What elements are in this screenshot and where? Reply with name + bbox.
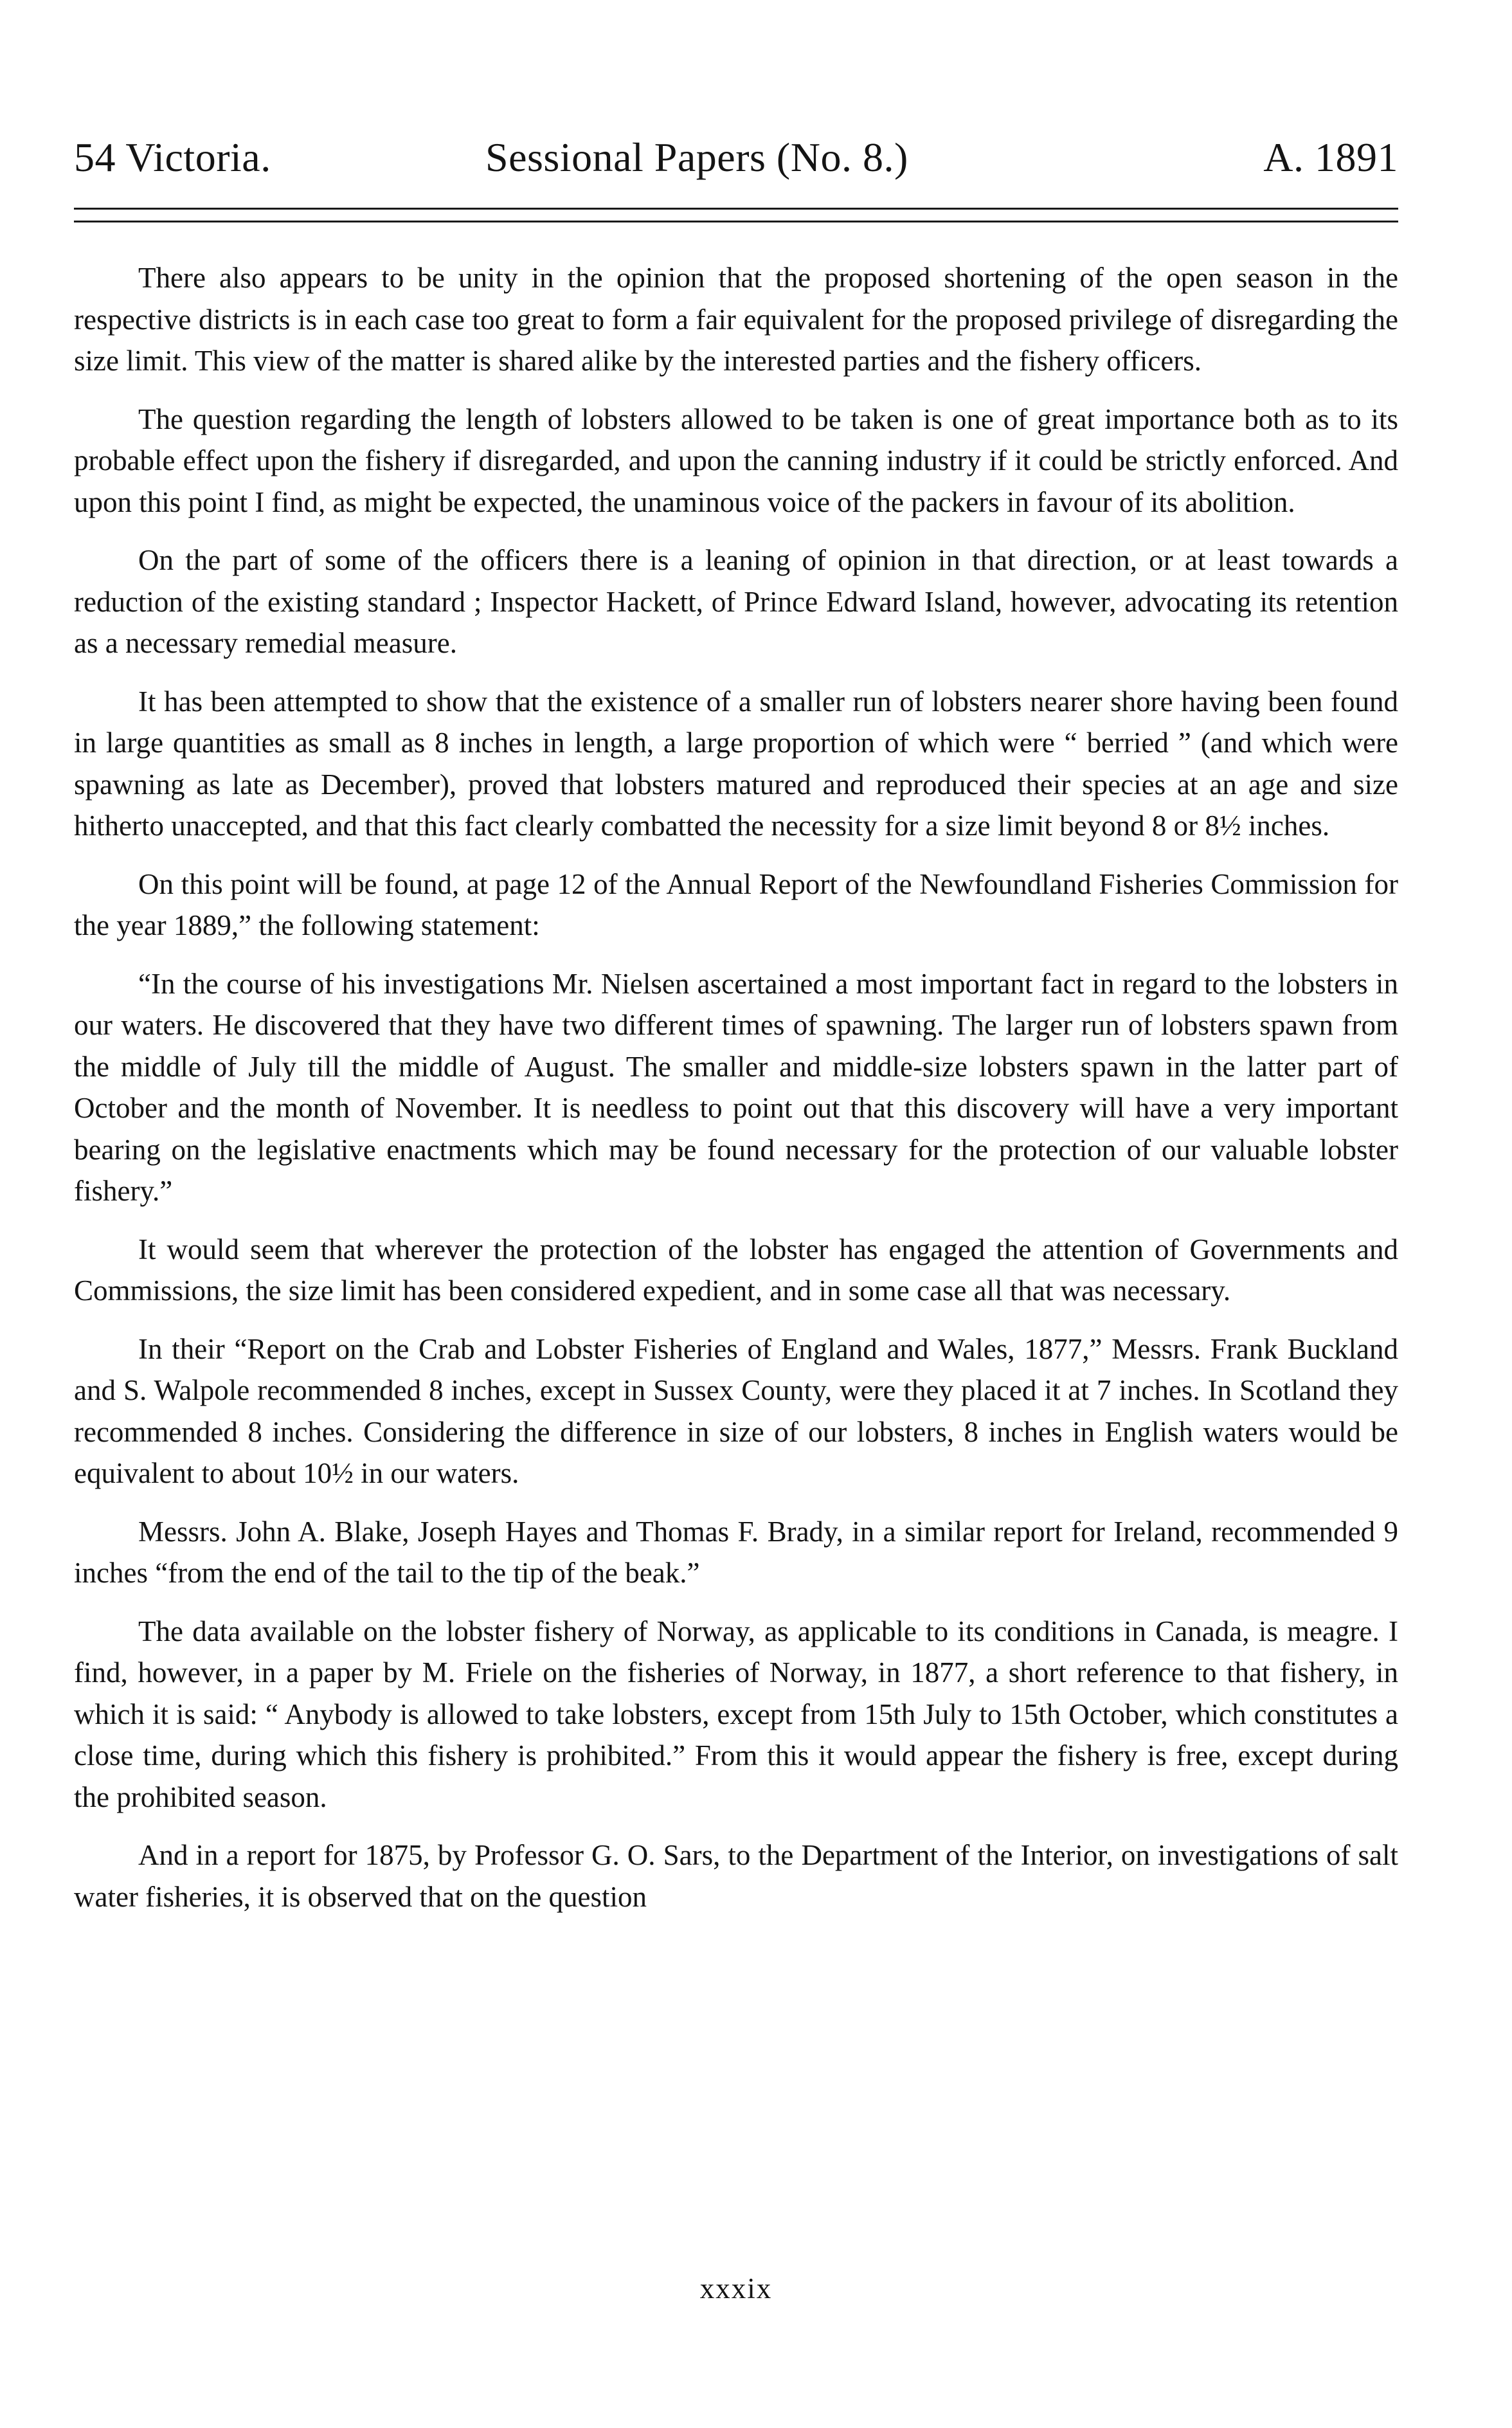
paragraph: There also appears to be unity in the opinion that the proposed shortening of the open season in the respective districts is in each case too great to form a fair equivalent for the proposed privilege of disregarding the size limit. This view of the matter is shared alike by the interested parties and the fishery officers. [74,262,1398,377]
paragraph: In their “Report on the Crab and Lobster Fisheries of England and Wales, 1877,” Messrs. Frank Buckland and S. Walpole recommended 8 inches, except in Sussex County, were they placed it at 7 inches. In Scotland they recommended 8 inches. Considering the difference in size of our lobsters, 8 inches in English waters would be equivalent to about 10½ in our waters. [74,1332,1398,1489]
paragraph: It has been attempted to show that the existence of a smaller run of lobsters nearer shore having been found in large quantities as small as 8 inches in length, a large proportion of which were “ berried ” (and which were spawning as late as December), proved that lobsters matured and reproduced their species at an age and size hitherto unaccepted, and that this fact clearly combatted the necessity for a size limit beyond 8 or 8½ inches. [74,685,1398,842]
page-number: xxxix [699,2272,773,2305]
paragraph: The data available on the lobster fishery of Norway, as applicable to its conditions in Canada, is meagre. I find, however, in a paper by M. Friele on the fisheries of Norway, in 1877, a short reference to that fishery, in which it is said: “ Anybody is allowed to take lobsters, except from 15th July to 15th October, which constitutes a close time, during which this fishery is prohibited.” From this it would appear the fishery is free, except during the prohibited season. [74,1615,1398,1813]
paragraph: It would seem that wherever the protection of the lobster has engaged the attention of Governments and Commissions, the size limit has been considered expedient, and in some case all that was necessary. [74,1233,1398,1307]
paragraph: And in a report for 1875, by Professor G. O. Sars, to the Department of the Interior, on investigations of salt water fisheries, it is observed that on the question [74,1839,1398,1913]
header-session: 54 Victoria. [74,134,271,180]
paragraph: Messrs. John A. Blake, Joseph Hayes and Thomas F. Brady, in a similar report for Ireland, recommended 9 inches “from the end of the tail to the tip of the beak.” [74,1515,1398,1589]
quoted-paragraph: “In the course of his investigations Mr. Nielsen ascertained a most important fact in regard to the lobsters in our waters. He discovered that they have two different times of spawning. The larger run of lobsters spawn from the middle of July till the middle of August. The smaller and middle-size lobsters spawn in the latter part of October and the month of November. It is needless to point out that this discovery will have a very important bearing on the legislative enactments which may be found necessary for the protection of our valuable lobster fishery.” [74,967,1398,1207]
document-page [74,125,1398,2376]
header-rule-bottom [74,221,1398,222]
paragraph: The question regarding the length of lobsters allowed to be taken is one of great importance both as to its probable effect upon the fishery if disregarded, and upon the canning industry if it could be strictly enforced. And upon this point I find, as might be expected, the unaminous voice of the packers in favour of its abolition. [74,403,1398,518]
running-header [74,125,1398,190]
header-rule-top [74,208,1398,210]
paragraph: On the part of some of the officers there is a leaning of opinion in that direction, or at least towards a reduction of the existing standard ; Inspector Hackett, of Prince Edward Island, however, advocating its retention as a necessary remedial measure. [74,544,1398,659]
document-body [74,257,1398,1934]
paragraph: On this point will be found, at page 12 of the Annual Report of the Newfoundland Fisheries Commission for the year 1889,” the following statement: [74,867,1398,941]
header-year: A. 1891 [1263,134,1398,180]
header-title: Sessional Papers (No. 8.) [485,134,908,180]
